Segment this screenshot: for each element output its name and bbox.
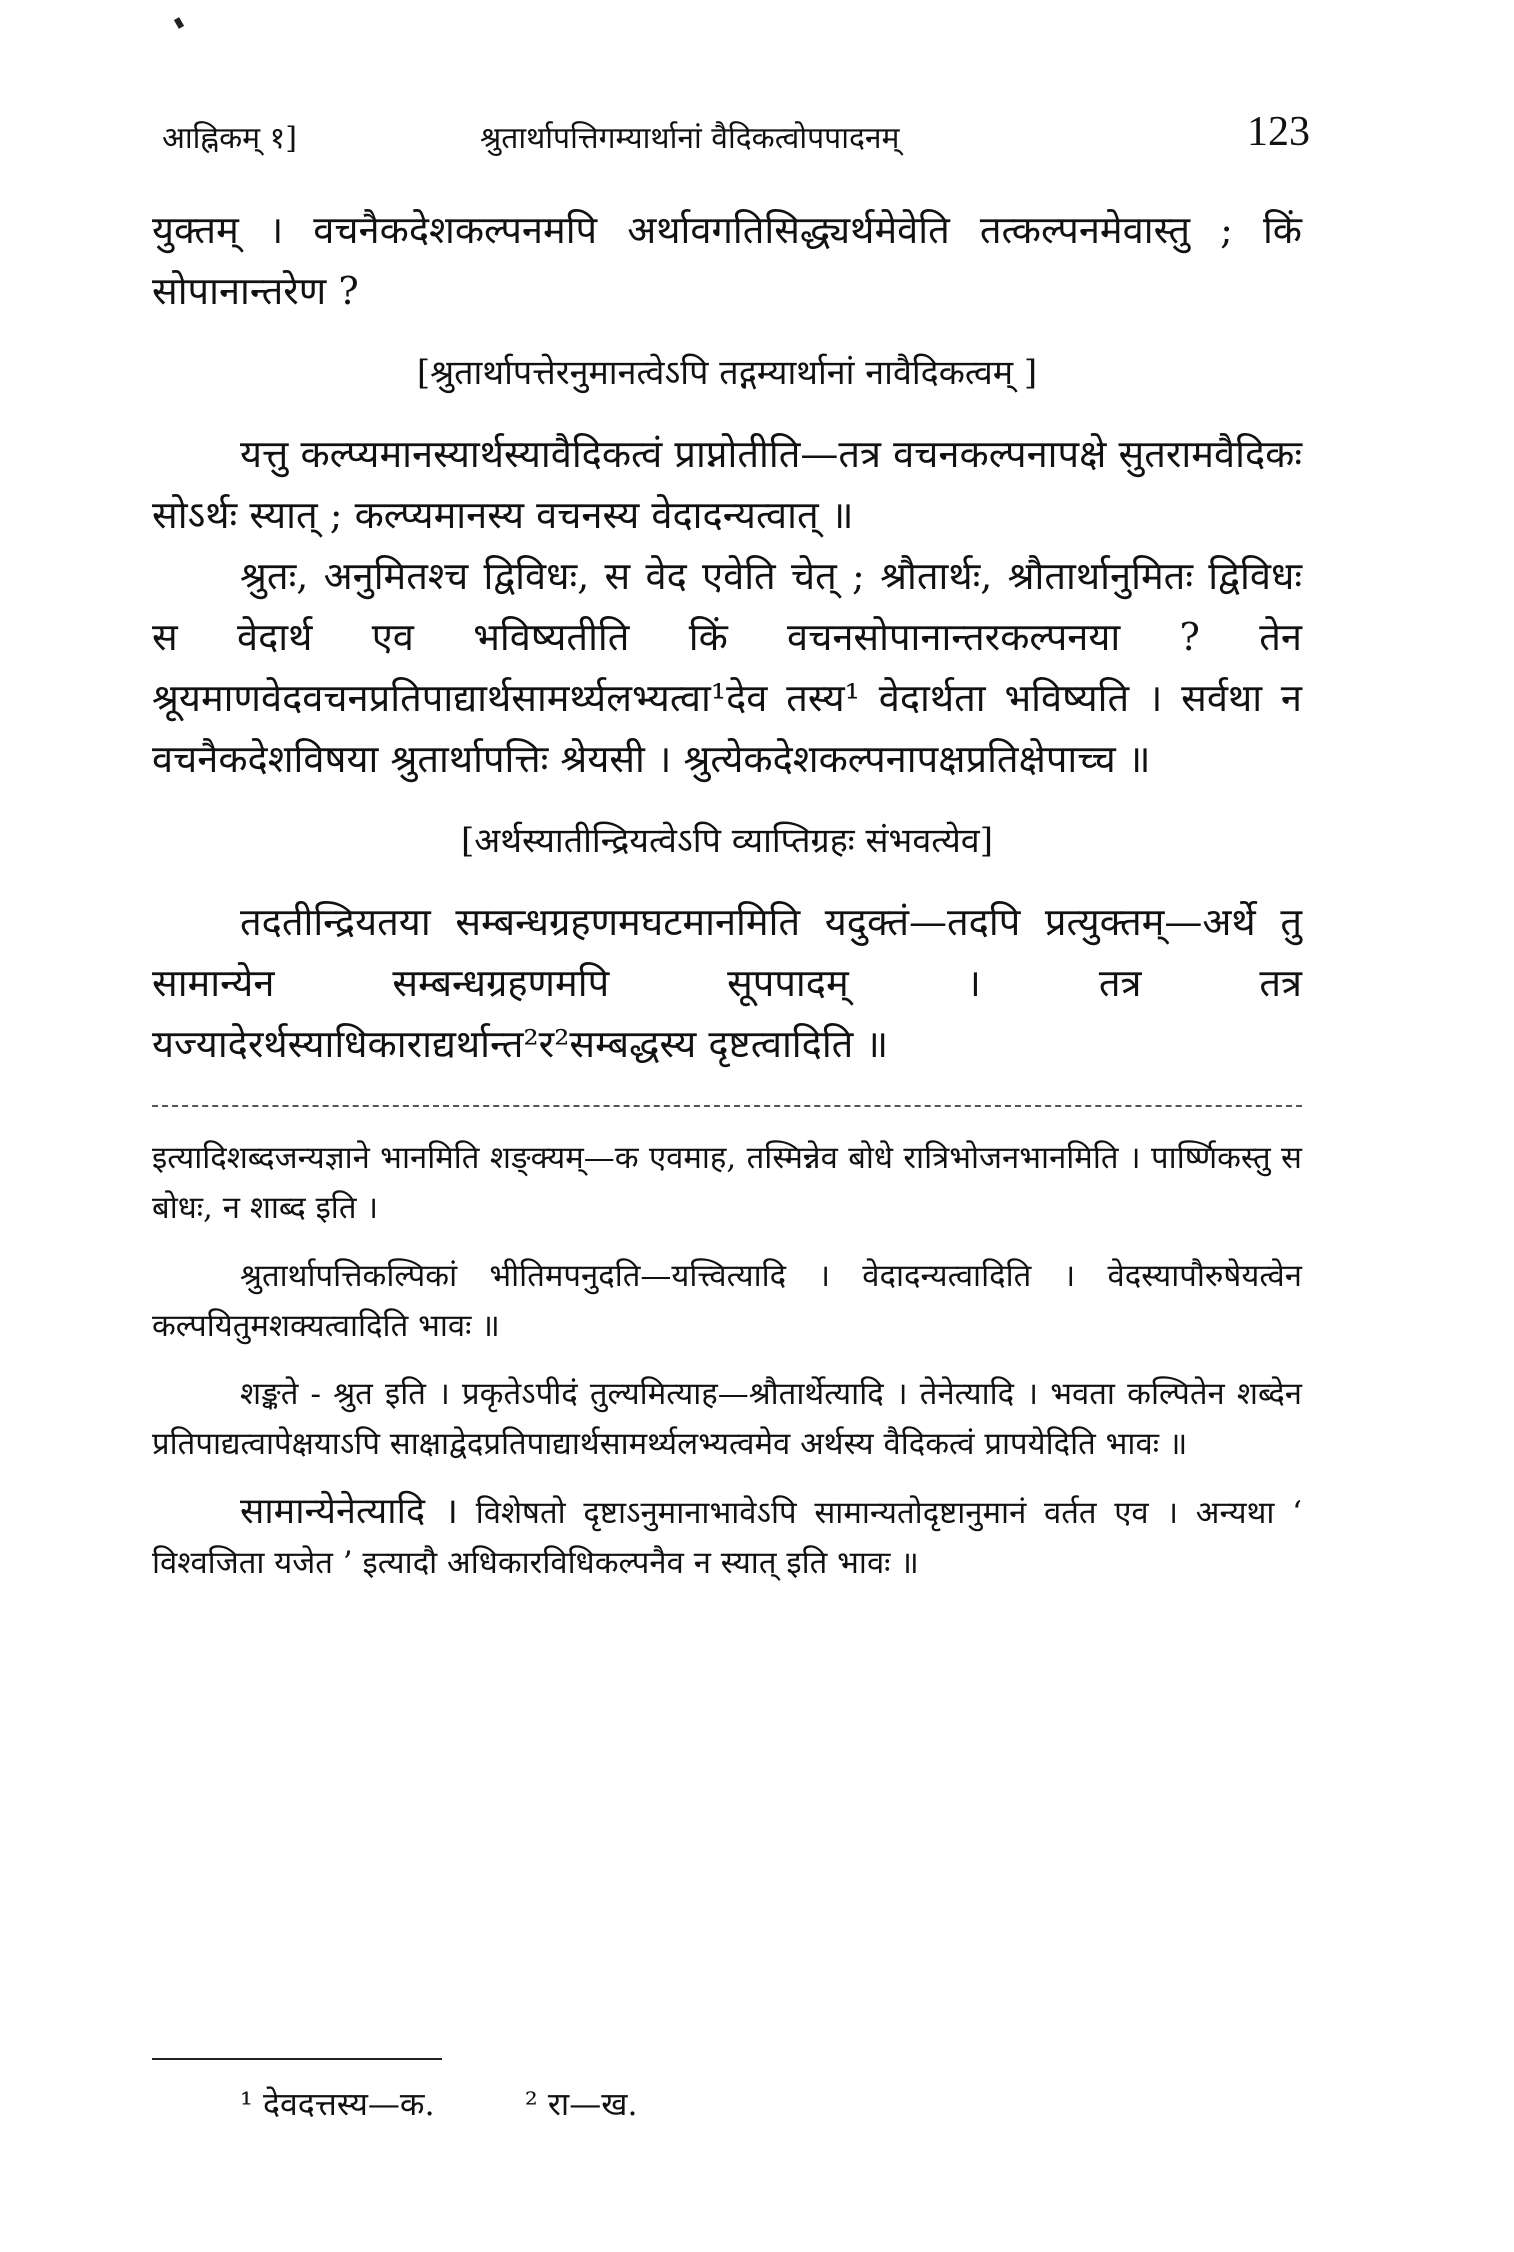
section-heading-2: [अर्थस्यातीन्द्रियत्वेऽपि व्याप्तिग्रहः संभवत्येव] — [461, 821, 993, 861]
paragraph-1: युक्तम् । वचनैकदेशकल्पनमपि अर्थावगतिसिद्ध्यर्थमेवेति तत्कल्पनमेवास्तु ; किं सोपानान्तरेण ? — [152, 208, 1302, 313]
footnote-2: ² रा—ख. — [524, 2085, 638, 2123]
running-header — [150, 108, 1310, 168]
commentary-1: इत्यादिशब्दजन्यज्ञाने भानमिति शङ्क्यम्—क एवमाह, तस्मिन्नेव बोधे रात्रिभोजनभानमिति । पार्ष्णिकस्तु स बोधः, न शाब्द इति । — [152, 1140, 1302, 1226]
page-number: 123 — [1247, 109, 1310, 155]
footnotes — [240, 2082, 718, 2125]
commentary-4-rest: विशेषतो दृष्टाऽनुमानाभावेऽपि सामान्यतोदृष्टानुमानं वर्तत एव । अन्यथा ‘ विश्वजिता यजेत ’ इत्यादौ अधिकारविधिकल्पनैव न स्यात् इति भावः ॥ — [152, 1495, 1302, 1581]
section-heading-1: [श्रुतार्थापत्तेरनुमानत्वेऽपि तद्गम्यार्थानां नावैदिकत्वम् ] — [416, 353, 1038, 393]
commentary-divider — [152, 1105, 1302, 1107]
commentary-4-lead: सामान्येनेत्यादि । — [240, 1491, 459, 1532]
paragraph-2: यत्तु कल्प्यमानस्यार्थस्यावैदिकत्वं प्राप्नोतीति—तत्र वचनकल्पनापक्षे सुतरामवैदिकः सोऽर्थः स्यात् ; कल्प्यमानस्य वचनस्य वेदादन्यत्वात् ॥ — [152, 432, 1302, 537]
footnote-rule — [152, 2058, 442, 2060]
main-text — [152, 200, 1302, 1606]
paragraph-3: श्रुतः, अनुमितश्च द्विविधः, स वेद एवेति चेत् ; श्रौतार्थः, श्रौतार्थानुमितः द्विविधः स वेदार्थ एव भविष्यतीति किं वचनसोपानान्तरकल्पनया ? तेन श्रूयमाणवेदवचनप्रतिपाद्यार्थसामर्थ्यलभ्यत्वा¹देव तस्य¹ वेदार्थता भविष्यति । सर्वथा न वचनैकदेशविषया श्रुतार्थापत्तिः श्रेयसी । श्रुत्येकदेशकल्पनापक्षप्रतिक्षेपाच्च ॥ — [152, 554, 1302, 781]
commentary-2: श्रुतार्थापत्तिकल्पिकां भीतिमपनुदति—यत्त्वित्यादि । वेदादन्यत्वादिति । वेदस्यापौरुषेयत्वेन कल्पयितुमशक्यत्वादिति भावः ॥ — [152, 1258, 1302, 1344]
header-title: श्रुतार्थापत्तिगम्यार्थानां वैदिकत्वोपपादनम् — [480, 121, 900, 156]
header-section-label: आह्निकम् १] — [162, 121, 297, 156]
paragraph-4: तदतीन्द्रियतया सम्बन्धग्रहणमघटमानमिति यदुक्तं—तदपि प्रत्युक्तम्—अर्थे तु सामान्येन सम्बन्धग्रहणमपि सूपपादम् । तत्र तत्र यज्यादेरर्थस्याधिकाराद्यर्थान्त²र²सम्बद्धस्य दृष्टत्वादिति ॥ — [152, 900, 1302, 1066]
commentary-3: शङ्कते - श्रुत इति । प्रकृतेऽपीदं तुल्यमित्याह—श्रौतार्थेत्यादि । तेनेत्यादि । भवता कल्पितेन शब्देन प्रतिपाद्यत्वापेक्षयाऽपि साक्षाद्वेदप्रतिपाद्यार्थसामर्थ्यलभ्यत्वमेव अर्थस्य वैदिकत्वं प्रापयेदिति भावः ॥ — [152, 1376, 1302, 1462]
stray-mark — [174, 17, 184, 29]
commentary-4 — [152, 1487, 1302, 1588]
footnote-1: ¹ देवदत्तस्य—क. — [240, 2085, 435, 2123]
